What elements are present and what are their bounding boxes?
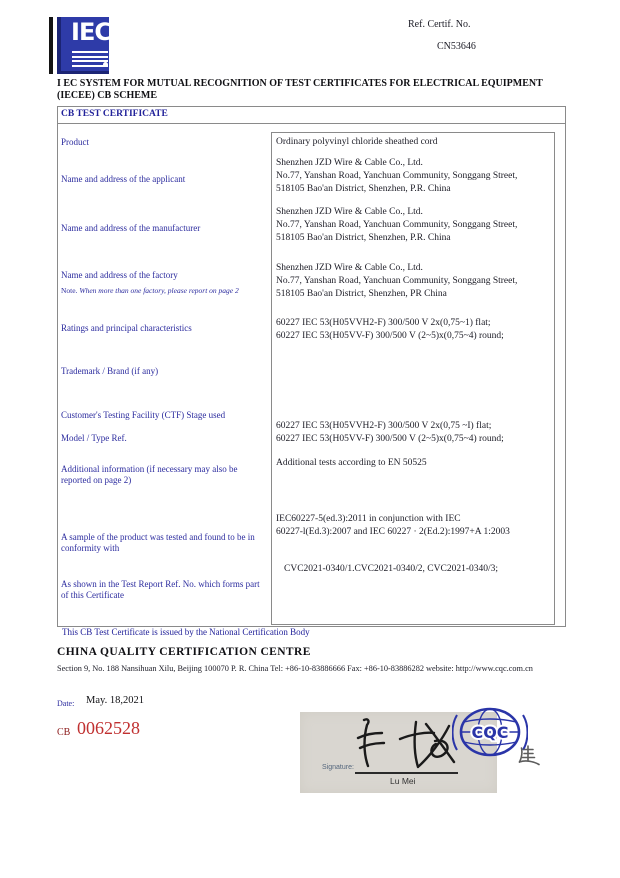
cb-number-prefix: CB <box>57 727 71 738</box>
signatory-name: Lu Mei <box>390 776 416 786</box>
applicant-value: Shenzhen JZD Wire & Cable Co., Ltd. No.77, Yanshan Road, Yanchuan Community, Songgang Street, 518105 Bao'an District, Shenzhen, P.R. China <box>276 158 518 194</box>
iec-logo-text: IEC <box>71 18 111 46</box>
date-value: May. 18,2021 <box>86 695 144 706</box>
factory-note-prefix: Note. <box>61 286 78 295</box>
cb-number: 0062528 <box>77 718 140 738</box>
factory-note-text: When more than one factory, please report on page 2 <box>79 286 239 295</box>
certificate-table <box>57 106 566 627</box>
applicant-label: Name and address of the applicant <box>61 174 186 184</box>
product-value: Ordinary polyvinyl chloride sheathed cord <box>276 137 438 147</box>
values-box <box>271 132 555 625</box>
model-value: 60227 IEC 53(H05VVH2-F) 300/500 V 2x(0,75 ~I) flat; 60227 IEC 53(H05VV-F) 300/500 V (2~5)x(0,75~4) round; <box>276 421 504 444</box>
date-label: Date: <box>57 699 75 708</box>
trademark-label: Trademark / Brand (if any) <box>61 366 159 376</box>
certificate-title: CB TEST CERTIFICATE <box>58 107 565 124</box>
factory-note <box>61 285 239 296</box>
manufacturer-value: Shenzhen JZD Wire & Cable Co., Ltd. No.77, Yanshan Road, Yanchuan Community, Songgang Street, 518105 Bao'an District, Shenzhen, P.R. China <box>276 207 518 243</box>
iec-logo <box>49 16 113 76</box>
signature-line <box>355 772 458 774</box>
cqc-logo-text: CQC <box>471 723 509 742</box>
ctf-label: Customer's Testing Facility (CTF) Stage used <box>61 410 226 420</box>
iec-logo-box <box>57 17 109 74</box>
ref-certif-number: CN53646 <box>437 41 476 52</box>
manufacturer-label: Name and address of the manufacturer <box>61 223 201 233</box>
additional-label: Additional information (if necessary may also be reported on page 2) <box>61 464 238 485</box>
ratings-label: Ratings and principal characteristics <box>61 323 192 333</box>
ratings-value: 60227 IEC 53(H05VVH2-F) 300/500 V 2x(0,75~1) flat; 60227 IEC 53(H05VV-F) 300/500 V (2~5)x(0,75~4) round; <box>276 318 504 341</box>
report-label: As shown in the Test Report Ref. No. which forms part of this Certificate <box>61 579 260 600</box>
factory-label: Name and address of the factory <box>61 270 178 280</box>
ncb-name: CHINA QUALITY CERTIFICATION CENTRE <box>57 646 311 658</box>
issued-by-statement: This CB Test Certificate is issued by the National Certification Body <box>62 627 310 637</box>
scheme-title-line1: I EC SYSTEM FOR MUTUAL RECOGNITION OF TEST CERTIFICATES FOR ELECTRICAL EQUIPMENT <box>57 78 543 89</box>
additional-value: Additional tests according to EN 50525 <box>276 458 427 468</box>
handwritten-signature <box>348 712 468 772</box>
ref-certif-label: Ref. Certif. No. <box>408 19 471 30</box>
model-label: Model / Type Ref. <box>61 433 127 443</box>
iec-logo-dot <box>103 62 108 67</box>
stamp-character-jian <box>517 743 541 767</box>
report-value: CVC2021-0340/1.CVC2021-0340/2, CVC2021-0340/3; <box>284 564 499 574</box>
product-label: Product <box>61 137 89 147</box>
conformity-label: A sample of the product was tested and found to be in conformity with <box>61 532 255 553</box>
scheme-title-line2: (IECEE) CB SCHEME <box>57 90 158 101</box>
ncb-address: Section 9, No. 188 Nansihuan Xilu, Beijing 100070 P. R. China Tel: +86-10-83886666 Fax: +86-10-83886282 website: http://www.cqc.com.cn <box>57 664 533 673</box>
factory-value: Shenzhen JZD Wire & Cable Co., Ltd. No.77, Yanshan Road, Yanchuan Community, Songgang Street, 518105 Bao'an District, Shenzhen, PR China <box>276 263 518 299</box>
conformity-value: IEC60227-5(ed.3):2011 in conjunction with IEC 60227-l(Ed.3):2007 and IEC 60227 · 2(Ed.2):1997+A 1:2003 <box>276 514 510 537</box>
scheme-title <box>57 78 613 102</box>
iec-logo-bar <box>49 17 53 74</box>
signature-label: Signature: <box>322 764 354 771</box>
iec-logo-lines <box>72 51 108 69</box>
